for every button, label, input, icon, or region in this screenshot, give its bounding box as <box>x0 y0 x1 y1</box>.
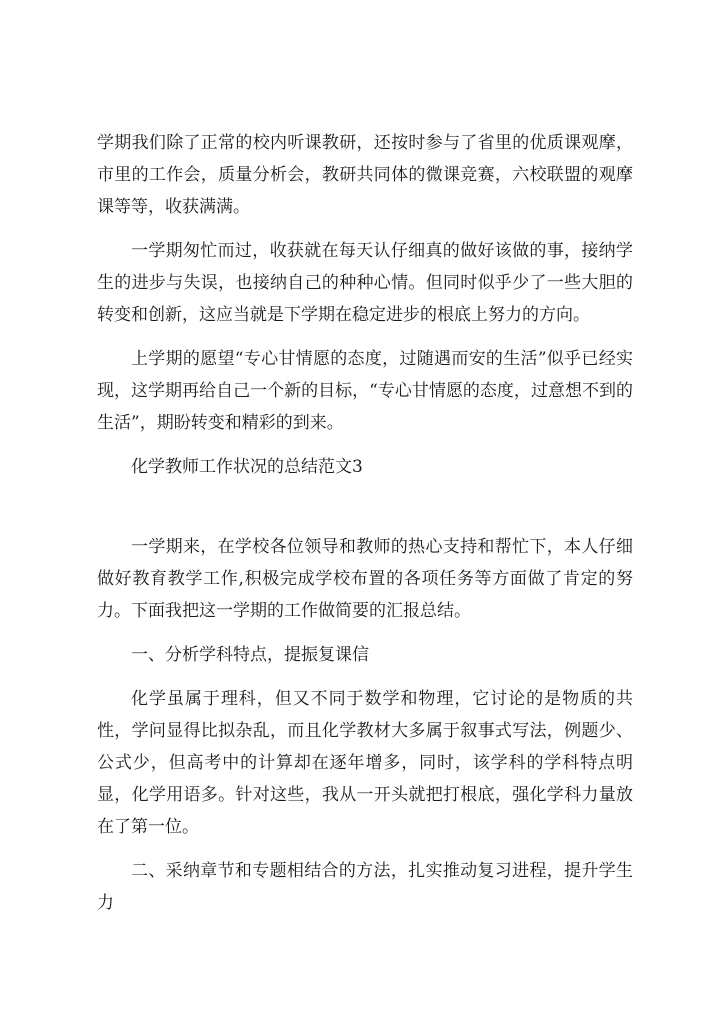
paragraph-3: 上学期的愿望“专心甘情愿的态度，过随遇而安的生活”似乎已经实现，这学期再给自己一个新的目标，“专心甘情愿的态度，过意想不到的生活”，期盼转变和精彩的到来。 <box>97 349 633 433</box>
section-spacer <box>97 495 633 531</box>
section-title: 化学教师工作状况的总结范文3 <box>131 457 363 477</box>
paragraph-5: 化学虽属于理科，但又不同于数学和物理，它讨论的是物质的共性，学问显得比拟杂乱，而且化学教材大多属于叙事式写法，例题少、公式少，但高考中的计算却在逐年增多，同时，该学科的学科特点明显，化学用语多。针对这些，我从一开头就把打根底，强化学科力量放在了第一位。 <box>97 689 633 837</box>
document-body <box>97 127 633 931</box>
paragraph-1: 学期我们除了正常的校内听课教研，还按时参与了省里的优质课观摩，市里的工作会，质量分析会，教研共同体的微课竞赛，六校联盟的观摩课等等，收获满满。 <box>97 133 633 217</box>
subheading-2: 二、采纳章节和专题相结合的方法，扎实推动复习进程，提升学生力 <box>97 861 633 913</box>
subheading-1: 一、分析学科特点，提振复课信 <box>131 645 369 665</box>
paragraph-4: 一学期来，在学校各位领导和教师的热心支持和帮忙下，本人仔细做好教育教学工作,积极完成学校布置的各项任务等方面做了肯定的努力。下面我把这一学期的工作做简要的汇报总结。 <box>97 537 633 621</box>
paragraph-2: 一学期匆忙而过，收获就在每天认仔细真的做好该做的事，接纳学生的进步与失误，也接纳自己的种种心情。但同时似乎少了一些大胆的转变和创新，这应当就是下学期在稳定进步的根底上努力的方向。 <box>97 241 633 325</box>
